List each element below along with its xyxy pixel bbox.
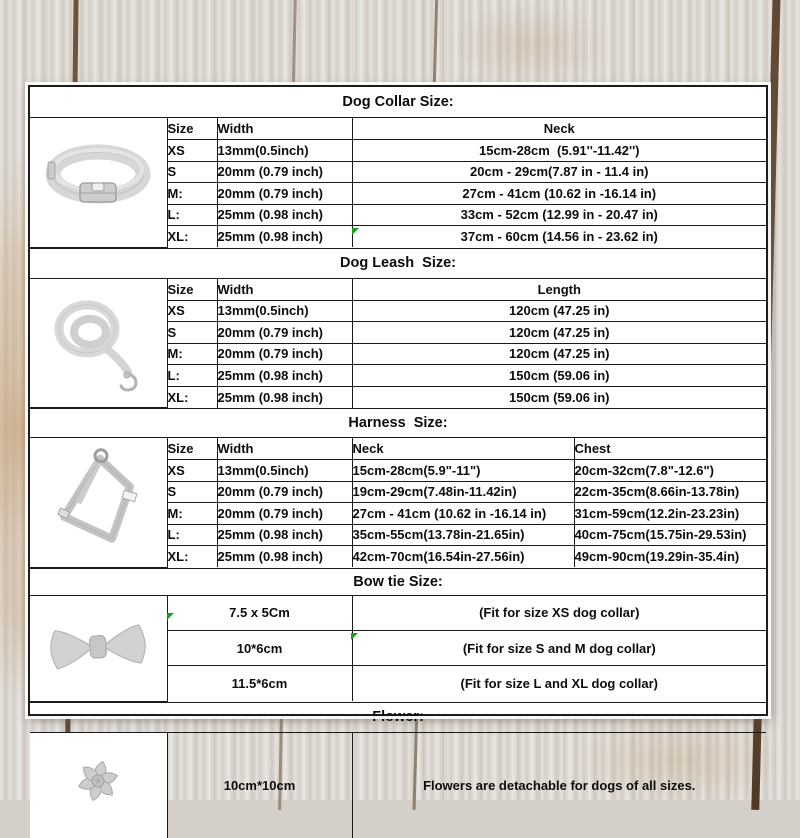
bowtie-fit-cell: (Fit for size L and XL dog collar) (352, 666, 766, 701)
size-cell: XS (167, 300, 217, 322)
section-title-harness: Harness Size: (30, 408, 766, 438)
dog-harness-photo (38, 445, 158, 555)
table-row (30, 733, 766, 838)
section-title-bow-tie: Bow tie Size: (30, 568, 766, 596)
bowtie-size-cell: 7.5 x 5Cm (167, 596, 352, 631)
bowtie-size-cell: 11.5*6cm (167, 666, 352, 701)
bowtie-fit-cell: (Fit for size S and M dog collar) (352, 631, 766, 666)
width-cell: 20mm (0.79 inch) (217, 161, 352, 183)
dog-leash-size-table (30, 279, 766, 409)
neck-cell: 27cm - 41cm (10.62 in -16.14 in) (352, 503, 574, 525)
neck-cell: 20cm - 29cm(7.87 in - 11.4 in) (352, 161, 766, 183)
neck-cell: 19cm-29cm(7.48in-11.42in) (352, 481, 574, 503)
column-header-size: Size (167, 438, 217, 460)
chest-cell: 49cm-90cm(19.29in-35.4in) (574, 546, 766, 568)
width-cell: 20mm (0.79 inch) (217, 481, 352, 503)
size-cell: S (167, 481, 217, 503)
table-header-row (30, 118, 766, 140)
neck-cell: 27cm - 41cm (10.62 in -16.14 in) (352, 183, 766, 205)
cell-note-triangle (352, 228, 359, 235)
length-cell: 150cm (59.06 in) (352, 386, 766, 408)
leash-image-cell (30, 279, 167, 408)
bow-tie-size-table (30, 596, 766, 702)
neck-cell: 35cm-55cm(13.78in-21.65in) (352, 524, 574, 546)
size-cell: XL: (167, 386, 217, 408)
width-cell: 25mm (0.98 inch) (217, 386, 352, 408)
flower-size-cell: 10cm*10cm (167, 733, 352, 838)
table-header-row (30, 279, 766, 301)
width-cell: 20mm (0.79 inch) (217, 322, 352, 344)
dog-collar-photo (39, 130, 157, 230)
width-cell: 25mm (0.98 inch) (217, 226, 352, 248)
section-title-dog-collar: Dog Collar Size: (30, 87, 766, 118)
width-cell: 25mm (0.98 inch) (217, 524, 352, 546)
width-cell: 25mm (0.98 inch) (217, 204, 352, 226)
length-cell: 150cm (59.06 in) (352, 365, 766, 387)
chest-cell: 31cm-59cm(12.2in-23.23in) (574, 503, 766, 525)
width-cell: 25mm (0.98 inch) (217, 546, 352, 568)
size-chart-panel (28, 85, 768, 793)
column-header-neck: Neck (352, 438, 574, 460)
cell-note-triangle (351, 633, 358, 640)
flower-size-table (30, 733, 766, 838)
fabric-flower-photo (73, 755, 123, 805)
harness-size-table (30, 438, 766, 568)
bowtie-image-cell (30, 596, 167, 702)
harness-image-cell (30, 438, 167, 567)
neck-cell: 37cm - 60cm (14.56 in - 23.62 in) (352, 226, 766, 248)
flower-note-cell: Flowers are detachable for dogs of all sizes. (352, 733, 766, 838)
width-cell: 20mm (0.79 inch) (217, 343, 352, 365)
dog-collar-size-table (30, 118, 766, 248)
size-cell: S (167, 161, 217, 183)
length-cell: 120cm (47.25 in) (352, 322, 766, 344)
bowtie-fit-cell: (Fit for size XS dog collar) (352, 596, 766, 631)
neck-cell: 33cm - 52cm (12.99 in - 20.47 in) (352, 204, 766, 226)
size-cell: XL: (167, 226, 217, 248)
size-cell: M: (167, 343, 217, 365)
flower-image-cell (30, 733, 167, 838)
width-cell: 13mm(0.5inch) (217, 300, 352, 322)
section-title-dog-leash: Dog Leash Size: (30, 248, 766, 279)
column-header-size: Size (167, 279, 217, 301)
neck-cell: 42cm-70cm(16.54in-27.56in) (352, 546, 574, 568)
chest-cell: 22cm-35cm(8.66in-13.78in) (574, 481, 766, 503)
size-cell: L: (167, 204, 217, 226)
neck-cell: 15cm-28cm(5.9"-11") (352, 460, 574, 482)
dog-leash-photo (39, 287, 157, 395)
length-cell: 120cm (47.25 in) (352, 300, 766, 322)
size-cell: M: (167, 183, 217, 205)
chest-cell: 40cm-75cm(15.75in-29.53in) (574, 524, 766, 546)
table-row (30, 596, 766, 631)
size-cell: L: (167, 524, 217, 546)
bowtie-size-cell: 10*6cm (167, 631, 352, 666)
width-cell: 20mm (0.79 inch) (217, 183, 352, 205)
neck-cell: 15cm-28cm (5.91''-11.42'') (352, 140, 766, 162)
collar-image-cell (30, 118, 167, 247)
size-cell: L: (167, 365, 217, 387)
size-cell: S (167, 322, 217, 344)
column-header-neck: Neck (352, 118, 766, 140)
section-title-flower: Flower: (30, 702, 766, 733)
width-cell: 13mm(0.5inch) (217, 140, 352, 162)
width-cell: 25mm (0.98 inch) (217, 365, 352, 387)
size-cell: XS (167, 140, 217, 162)
cell-note-triangle (167, 613, 174, 620)
bow-tie-photo (43, 618, 153, 676)
column-header-width: Width (217, 279, 352, 301)
length-cell: 120cm (47.25 in) (352, 343, 766, 365)
chest-cell: 20cm-32cm(7.8"-12.6") (574, 460, 766, 482)
size-cell: M: (167, 503, 217, 525)
column-header-size: Size (167, 118, 217, 140)
column-header-length: Length (352, 279, 766, 301)
size-cell: XS (167, 460, 217, 482)
column-header-width: Width (217, 118, 352, 140)
width-cell: 13mm(0.5inch) (217, 460, 352, 482)
size-cell: XL: (167, 546, 217, 568)
table-header-row (30, 438, 766, 460)
column-header-width: Width (217, 438, 352, 460)
width-cell: 20mm (0.79 inch) (217, 503, 352, 525)
column-header-chest: Chest (574, 438, 766, 460)
